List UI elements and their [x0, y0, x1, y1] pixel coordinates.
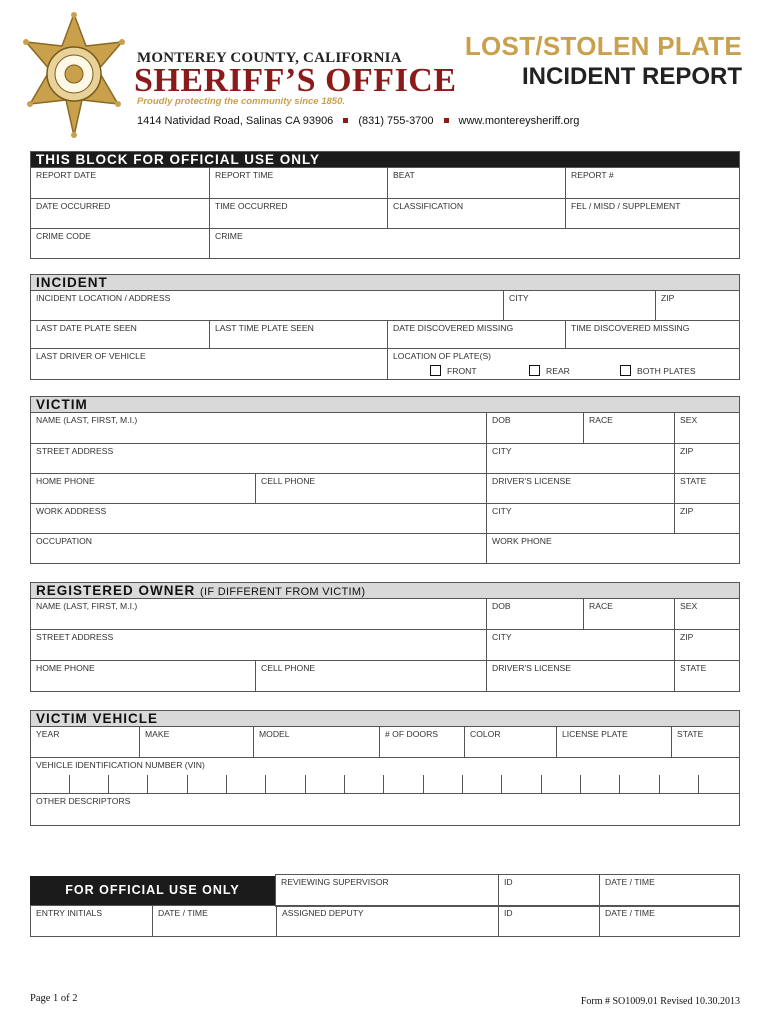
- victim-work-zip-field[interactable]: ZIP: [674, 504, 739, 533]
- agency-address: 1414 Natividad Road, Salinas CA 93906: [137, 115, 334, 127]
- official-use-bottom-header: FOR OFFICIAL USE ONLY: [30, 876, 275, 905]
- rear-checkbox[interactable]: [529, 365, 540, 376]
- victim-home-phone-field[interactable]: HOME PHONE: [36, 476, 95, 486]
- deputy-id-field[interactable]: ID: [498, 906, 599, 936]
- vehicle-color-field[interactable]: COLOR: [464, 727, 556, 757]
- incident-location-field[interactable]: INCIDENT LOCATION / ADDRESS: [36, 293, 171, 303]
- reviewing-supervisor-field[interactable]: REVIEWING SUPERVISOR: [281, 877, 389, 887]
- front-checkbox[interactable]: [430, 365, 441, 376]
- other-descriptors-field[interactable]: OTHER DESCRIPTORS: [36, 796, 131, 806]
- victim-work-city-field[interactable]: CITY: [486, 504, 674, 533]
- document-subtitle: INCIDENT REPORT: [521, 63, 742, 90]
- owner-name-field[interactable]: NAME (LAST, FIRST, M.I.): [36, 601, 138, 611]
- sheriff-badge-logo: [18, 12, 130, 140]
- last-date-seen-field[interactable]: LAST DATE PLATE SEEN: [36, 323, 137, 333]
- victim-header: VICTIM: [30, 396, 740, 413]
- owner-heading: REGISTERED OWNER: [36, 583, 196, 598]
- owner-street-field[interactable]: STREET ADDRESS: [36, 632, 114, 642]
- vehicle-make-field[interactable]: MAKE: [139, 727, 253, 757]
- vin-char-box[interactable]: [423, 775, 462, 793]
- official-use-header: THIS BLOCK FOR OFFICIAL USE ONLY: [30, 151, 740, 168]
- beat-field[interactable]: BEAT: [387, 168, 565, 198]
- plate-location-field: [387, 349, 739, 379]
- vehicle-block: [30, 727, 740, 826]
- agency-tagline: Proudly protecting the community since 1850.: [137, 96, 345, 107]
- incident-city-field[interactable]: CITY: [503, 291, 655, 320]
- deputy-datetime-field[interactable]: DATE / TIME: [599, 906, 739, 936]
- plate-location-label: LOCATION OF PLATE(S): [393, 351, 492, 361]
- vehicle-header: VICTIM VEHICLE: [30, 710, 740, 727]
- incident-header: INCIDENT: [30, 274, 740, 291]
- victim-occupation-field[interactable]: OCCUPATION: [36, 536, 93, 546]
- victim-sex-field[interactable]: SEX: [674, 413, 739, 443]
- rear-option[interactable]: [529, 365, 570, 376]
- vin-boxes: [31, 775, 739, 793]
- vehicle-model-field[interactable]: MODEL: [253, 727, 379, 757]
- vin-char-box[interactable]: [147, 775, 187, 793]
- victim-state-field[interactable]: STATE: [674, 474, 739, 503]
- time-occurred-field[interactable]: TIME OCCURRED: [209, 199, 387, 228]
- victim-city-field[interactable]: CITY: [486, 444, 674, 473]
- supervisor-row: [275, 874, 740, 907]
- vin-char-box[interactable]: [69, 775, 108, 793]
- classification-field[interactable]: CLASSIFICATION: [387, 199, 565, 228]
- report-number-field[interactable]: REPORT #: [565, 168, 739, 198]
- vin-char-box[interactable]: [462, 775, 501, 793]
- vehicle-state-field[interactable]: STATE: [671, 727, 739, 757]
- agency-county: MONTEREY COUNTY, CALIFORNIA: [137, 50, 402, 66]
- agency-phone: (831) 755-3700: [358, 115, 434, 127]
- date-occurred-field[interactable]: DATE OCCURRED: [36, 201, 111, 211]
- vin-char-box[interactable]: [187, 775, 226, 793]
- vin-char-box[interactable]: [383, 775, 423, 793]
- owner-home-phone-field[interactable]: HOME PHONE: [36, 663, 95, 673]
- incident-zip-field[interactable]: ZIP: [655, 291, 739, 320]
- rear-label: REAR: [546, 366, 570, 376]
- crime-code-field[interactable]: CRIME CODE: [36, 231, 91, 241]
- front-option[interactable]: [430, 365, 477, 376]
- vin-char-box[interactable]: [226, 775, 265, 793]
- victim-zip-field[interactable]: ZIP: [674, 444, 739, 473]
- victim-name-field[interactable]: NAME (LAST, FIRST, M.I.): [36, 415, 138, 425]
- page-number: Page 1 of 2: [30, 993, 78, 1004]
- both-plates-checkbox[interactable]: [620, 365, 631, 376]
- owner-dob-field[interactable]: DOB: [486, 599, 583, 629]
- both-plates-label: BOTH PLATES: [637, 366, 696, 376]
- supervisor-datetime-field[interactable]: DATE / TIME: [599, 875, 739, 906]
- official-use-block: [30, 168, 740, 259]
- vin-char-box[interactable]: [541, 775, 580, 793]
- owner-city-field[interactable]: CITY: [486, 630, 674, 660]
- time-discovered-field[interactable]: TIME DISCOVERED MISSING: [565, 321, 739, 348]
- vin-char-box[interactable]: [698, 775, 739, 793]
- both-plates-option[interactable]: [620, 365, 696, 376]
- owner-sex-field[interactable]: SEX: [674, 599, 739, 629]
- victim-block: [30, 413, 740, 564]
- entry-datetime-field[interactable]: DATE / TIME: [152, 906, 276, 936]
- front-label: FRONT: [447, 366, 477, 376]
- supervisor-id-field[interactable]: ID: [498, 875, 599, 906]
- victim-work-phone-field[interactable]: WORK PHONE: [486, 534, 739, 563]
- fel-misd-field[interactable]: FEL / MISD / SUPPLEMENT: [565, 199, 739, 228]
- incident-block: [30, 291, 740, 380]
- crime-field[interactable]: CRIME: [209, 229, 739, 258]
- vin-char-box[interactable]: [108, 775, 147, 793]
- document-title: LOST/STOLEN PLATE: [464, 31, 742, 61]
- vin-label: VEHICLE IDENTIFICATION NUMBER (VIN): [36, 760, 205, 770]
- agency-contact: [137, 115, 579, 127]
- form-number: Form # SO1009.01 Revised 10.30.2013: [580, 996, 740, 1007]
- date-discovered-field[interactable]: DATE DISCOVERED MISSING: [387, 321, 565, 348]
- vin-char-box[interactable]: [580, 775, 619, 793]
- vin-char-box[interactable]: [265, 775, 305, 793]
- victim-dob-field[interactable]: DOB: [486, 413, 583, 443]
- vin-char-box[interactable]: [305, 775, 344, 793]
- victim-street-field[interactable]: STREET ADDRESS: [36, 446, 114, 456]
- report-date-field[interactable]: REPORT DATE: [36, 170, 97, 180]
- vin-char-box[interactable]: [619, 775, 659, 793]
- last-time-seen-field[interactable]: LAST TIME PLATE SEEN: [209, 321, 387, 348]
- last-driver-field[interactable]: LAST DRIVER OF VEHICLE: [36, 351, 146, 361]
- victim-license-field[interactable]: DRIVER'S LICENSE: [486, 474, 674, 503]
- owner-cell-phone-field[interactable]: CELL PHONE: [255, 661, 486, 691]
- agency-name: SHERIFF’S OFFICE: [134, 62, 457, 99]
- victim-cell-phone-field[interactable]: CELL PHONE: [255, 474, 486, 503]
- deputy-row: [30, 905, 740, 937]
- victim-work-address-field[interactable]: WORK ADDRESS: [36, 506, 107, 516]
- bullet-separator: [444, 118, 449, 123]
- owner-license-field[interactable]: DRIVER'S LICENSE: [486, 661, 674, 691]
- owner-heading-note: (IF DIFFERENT FROM VICTIM): [200, 586, 366, 598]
- vin-spacer: [31, 775, 69, 793]
- victim-race-field[interactable]: RACE: [583, 413, 674, 443]
- assigned-deputy-field[interactable]: ASSIGNED DEPUTY: [276, 906, 498, 936]
- owner-block: [30, 599, 740, 692]
- vin-field: [31, 758, 739, 793]
- vin-char-box[interactable]: [344, 775, 383, 793]
- vehicle-year-field[interactable]: YEAR: [36, 729, 60, 739]
- owner-zip-field[interactable]: ZIP: [674, 630, 739, 660]
- entry-initials-field[interactable]: ENTRY INITIALS: [36, 908, 103, 918]
- agency-website: www.montereysheriff.org: [458, 115, 580, 127]
- vin-char-box[interactable]: [659, 775, 698, 793]
- vin-char-box[interactable]: [501, 775, 541, 793]
- report-time-field[interactable]: REPORT TIME: [209, 168, 387, 198]
- bullet-separator: [343, 118, 348, 123]
- owner-race-field[interactable]: RACE: [583, 599, 674, 629]
- owner-header: [30, 582, 740, 599]
- vehicle-doors-field[interactable]: # OF DOORS: [379, 727, 464, 757]
- vehicle-plate-field[interactable]: LICENSE PLATE: [556, 727, 671, 757]
- owner-state-field[interactable]: STATE: [674, 661, 739, 691]
